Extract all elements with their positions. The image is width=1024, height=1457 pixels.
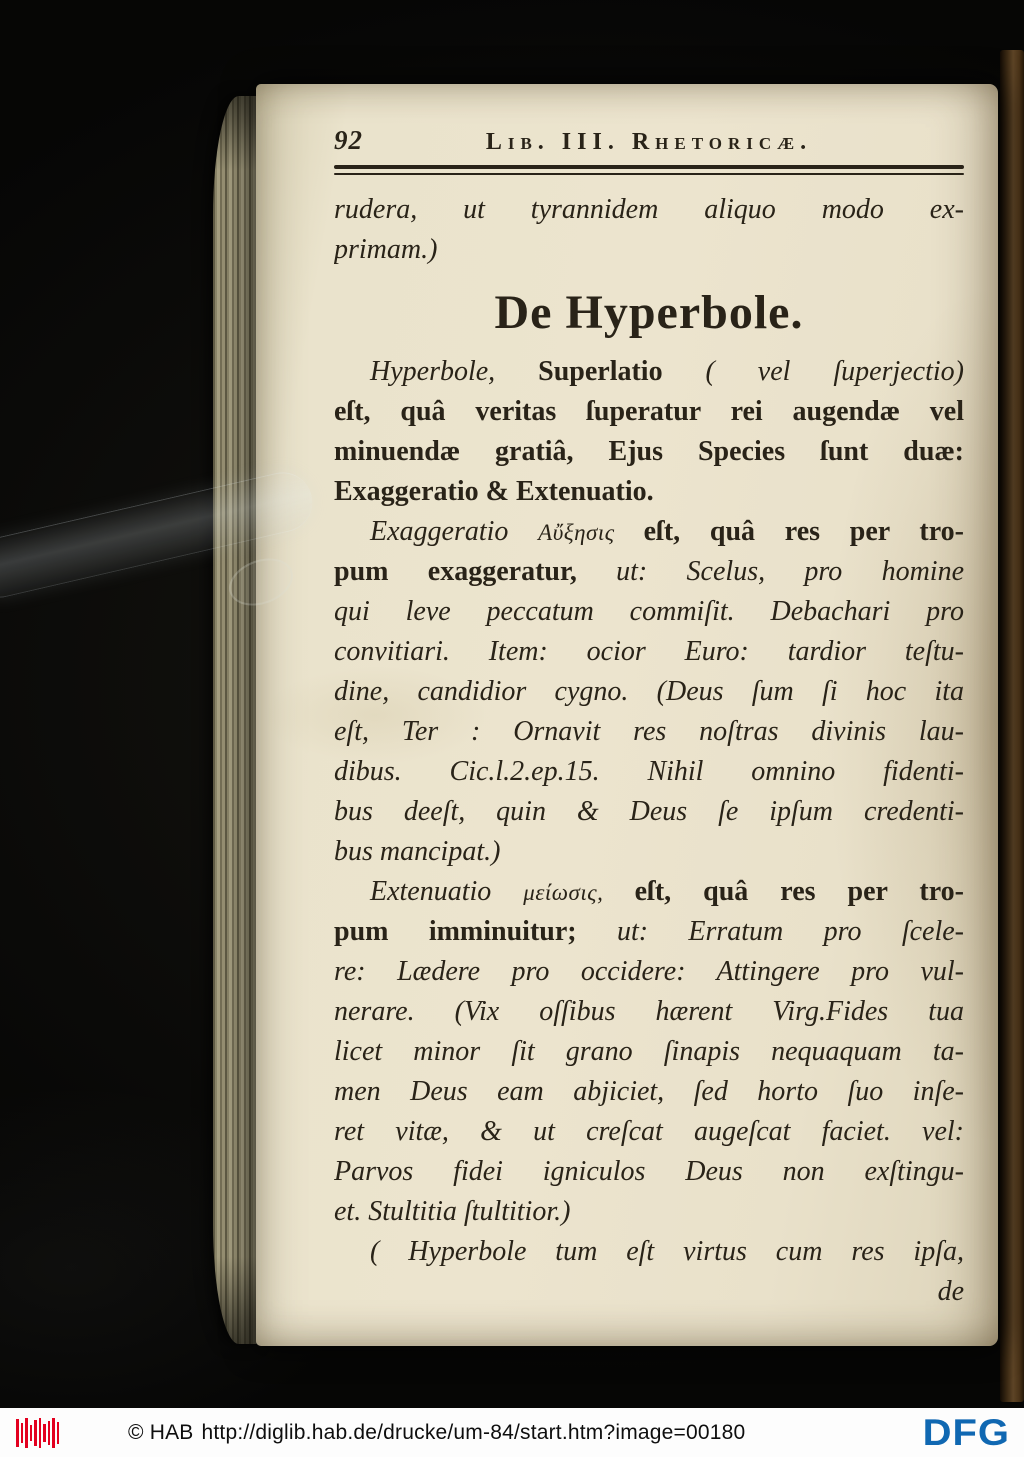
book-cover-edge bbox=[1000, 50, 1024, 1402]
text-line: Exaggeratio Αὔξησις eſt, quâ res per tro- bbox=[370, 516, 964, 547]
text-line: rudera, ut tyrannidem aliquo modo ex- bbox=[334, 194, 964, 225]
text-line: eſt, Ter : Ornavit res noſtras divinis lau- bbox=[334, 716, 964, 747]
text-line: minuendæ gratiâ, Ejus Species ſunt duæ: bbox=[334, 436, 964, 467]
catchword: de bbox=[937, 1276, 964, 1307]
text-line: bus mancipat.) bbox=[334, 836, 501, 867]
text-line: nerare. (Vix oſſibus hærent Virg.Fides tua bbox=[334, 996, 964, 1027]
header-rule-thick bbox=[334, 165, 964, 169]
copyright-label: © HAB bbox=[128, 1420, 194, 1444]
text-line: convitiari. Item: ocior Euro: tardior teſtu- bbox=[334, 636, 964, 667]
text-line: ret vitæ, & ut creſcat augeſcat faciet. vel: bbox=[334, 1116, 964, 1147]
text-line: re: Lædere pro occidere: Attingere pro vul- bbox=[334, 956, 964, 987]
dfg-logo: DFG bbox=[922, 1412, 1010, 1453]
running-header: Lib. III. Rhetoricæ. bbox=[485, 129, 813, 155]
hab-barcode-logo bbox=[16, 1418, 62, 1448]
text-line: et. Stultitia ſtultitior.) bbox=[334, 1196, 571, 1227]
text-line: bus deeſt, quin & Deus ſe ipſum credenti- bbox=[334, 796, 964, 827]
page-content bbox=[334, 110, 964, 1312]
text-line: ( Hyperbole tum eſt virtus cum res ipſa, bbox=[370, 1236, 964, 1267]
header-rule-thin bbox=[334, 173, 964, 175]
text-line: Extenuatio μείωσις, eſt, quâ res per tro- bbox=[370, 876, 964, 907]
attribution-bar bbox=[0, 1408, 1024, 1457]
page-number: 92 bbox=[334, 125, 363, 155]
attribution-text bbox=[128, 1421, 745, 1445]
text-line: qui leve peccatum commiſit. Debachari pro bbox=[334, 596, 964, 627]
text-line: licet minor ſit grano ſinapis nequaquam ta- bbox=[334, 1036, 964, 1067]
source-url: http://diglib.hab.de/drucke/um-84/start.htm?image=00180 bbox=[201, 1420, 746, 1444]
text-line: Parvos fidei igniculos Deus non exſtingu- bbox=[334, 1156, 964, 1187]
text-line: Exaggeratio & Extenuatio. bbox=[334, 476, 654, 507]
text-line: Hyperbole, Superlatio ( vel ſuperjectio) bbox=[370, 356, 964, 387]
text-line: dine, candidior cygno. (Deus ſum ſi hoc ita bbox=[334, 676, 964, 707]
text-line: dibus. Cic.l.2.ep.15. Nihil omnino fidenti- bbox=[334, 756, 964, 787]
text-block bbox=[334, 190, 964, 1312]
text-line: primam.) bbox=[334, 234, 438, 265]
text-line: eſt, quâ veritas ſuperatur rei augendæ vel bbox=[334, 396, 964, 427]
section-heading: De Hyperbole. bbox=[494, 286, 804, 339]
page-header bbox=[334, 110, 964, 156]
text-line: men Deus eam abjiciet, ſed horto ſuo inſe- bbox=[334, 1076, 964, 1107]
page-stack-edges bbox=[213, 96, 261, 1344]
header-rule bbox=[334, 165, 964, 175]
text-line: pum exaggeratur, ut: Scelus, pro homine bbox=[334, 556, 964, 587]
text-line: pum imminuitur; ut: Erratum pro ſcele- bbox=[334, 916, 964, 947]
book-page bbox=[256, 84, 998, 1346]
